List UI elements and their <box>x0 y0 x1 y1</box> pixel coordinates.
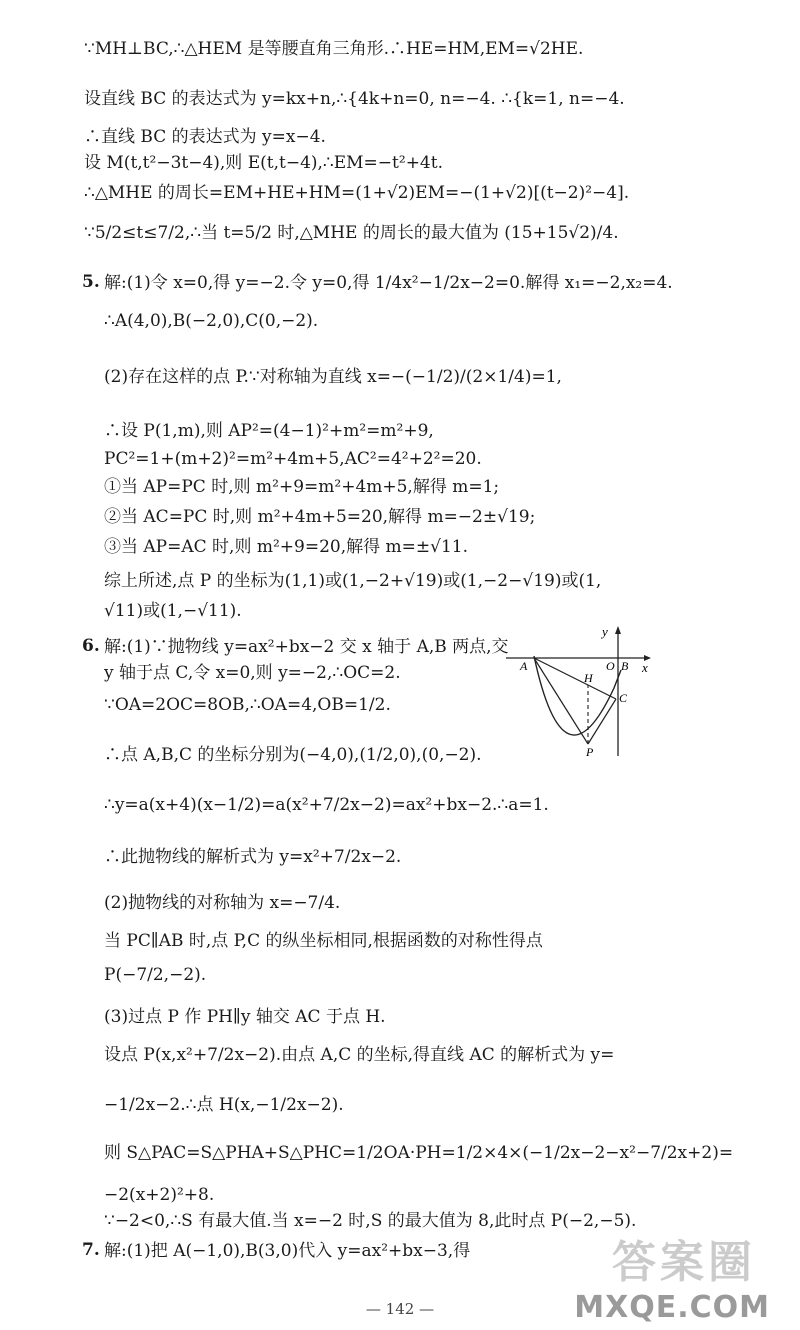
label-H: H <box>584 671 593 685</box>
watermark-logo: 答案圈 <box>612 1237 756 1288</box>
problem-number: 5. <box>82 272 100 292</box>
label-y: y <box>602 624 608 639</box>
solution-line: 解:(1)∵抛物线 y=ax²+bx−2 交 x 轴于 A,B 两点,交 <box>104 637 509 657</box>
solution-line: √11)或(1,−√11). <box>104 601 242 621</box>
solution-line: (3)过点 P 作 PH∥y 轴交 AC 于点 H. <box>104 1007 386 1027</box>
label-O: O <box>606 659 615 673</box>
solution-line: ②当 AC=PC 时,则 m²+4m+5=20,解得 m=−2±√19; <box>104 507 536 527</box>
label-C: C <box>619 691 628 705</box>
solution-line: ③当 AP=AC 时,则 m²+9=20,解得 m=±√11. <box>104 537 469 557</box>
solution-line: ∴y=a(x+4)(x−1/2)=a(x²+7/2x−2)=ax²+bx−2.∴a=1. <box>104 795 549 815</box>
solution-line: y 轴于点 C,令 x=0,则 y=−2,∴OC=2. <box>104 663 401 683</box>
solution-line: PC²=1+(m+2)²=m²+4m+5,AC²=4²+2²=20. <box>104 449 482 469</box>
solution-line: ∴设 P(1,m),则 AP²=(4−1)²+m²=m²+9, <box>104 421 434 441</box>
solution-line: ∴点 A,B,C 的坐标分别为(−4,0),(1/2,0),(0,−2). <box>104 745 482 765</box>
solution-line: −1/2x−2.∴点 H(x,−1/2x−2). <box>104 1095 344 1115</box>
solution-line: ∴此抛物线的解析式为 y=x²+7/2x−2. <box>104 847 402 867</box>
label-B: B <box>621 659 629 673</box>
label-P: P <box>586 745 594 756</box>
solution-line: 综上所述,点 P 的坐标为(1,1)或(1,−2+√19)或(1,−2−√19)或(1, <box>104 571 602 591</box>
watermark-url: MXQE.COM <box>574 1290 770 1325</box>
y-axis-arrow <box>615 626 621 634</box>
problem-number: 7. <box>82 1240 100 1260</box>
page-number: — 142 — <box>365 1300 435 1318</box>
solution-line: ∴△MHE 的周长=EM+HE+HM=(1+√2)EM=−(1+√2)[(t−2)²−4]. <box>84 183 630 203</box>
solution-line: (2)存在这样的点 P.∵对称轴为直线 x=−(−1/2)/(2×1/4)=1, <box>104 367 562 387</box>
solution-line: 设 M(t,t²−3t−4),则 E(t,t−4),∴EM=−t²+4t. <box>84 153 443 173</box>
segment-PC <box>588 699 616 744</box>
parabola-figure <box>498 616 658 756</box>
problem-number: 6. <box>82 636 100 656</box>
solution-line: ∵OA=2OC=8OB,∴OA=4,OB=1/2. <box>104 695 391 715</box>
solution-line: ∵MH⊥BC,∴△HEM 是等腰直角三角形.∴HE=HM,EM=√2HE. <box>84 39 584 59</box>
solution-line: 设点 P(x,x²+7/2x−2).由点 A,C 的坐标,得直线 AC 的解析式为 y= <box>104 1045 615 1065</box>
label-A: A <box>520 659 528 673</box>
solution-line: 设直线 BC 的表达式为 y=kx+n,∴{4k+n=0, n=−4. ∴{k=1, n=−4. <box>84 89 625 109</box>
label-x: x <box>642 660 648 675</box>
solution-line: 解:(1)把 A(−1,0),B(3,0)代入 y=ax²+bx−3,得 <box>104 1241 471 1261</box>
solution-line: 则 S△PAC=S△PHA+S△PHC=1/2OA·PH=1/2×4×(−1/2x−2−x²−7/2x+2)= <box>104 1143 734 1163</box>
solution-line: (2)抛物线的对称轴为 x=−7/4. <box>104 893 341 913</box>
solution-line: 解:(1)令 x=0,得 y=−2.令 y=0,得 1/4x²−1/2x−2=0.解得 x₁=−2,x₂=4. <box>104 273 673 293</box>
solution-line: −2(x+2)²+8. <box>104 1185 215 1205</box>
solution-line: ∵5/2≤t≤7/2,∴当 t=5/2 时,△MHE 的周长的最大值为 (15+15√2)/4. <box>84 223 619 243</box>
solution-line: 当 PC∥AB 时,点 P,C 的纵坐标相同,根据函数的对称性得点 <box>104 931 543 951</box>
solution-line: ∴直线 BC 的表达式为 y=x−4. <box>84 127 326 147</box>
solution-line: ∴A(4,0),B(−2,0),C(0,−2). <box>104 311 319 331</box>
solution-line: ①当 AP=PC 时,则 m²+9=m²+4m+5,解得 m=1; <box>104 477 500 497</box>
solution-line: ∵−2<0,∴S 有最大值.当 x=−2 时,S 的最大值为 8,此时点 P(−2,−5). <box>104 1211 637 1231</box>
solution-line: P(−7/2,−2). <box>104 965 207 985</box>
